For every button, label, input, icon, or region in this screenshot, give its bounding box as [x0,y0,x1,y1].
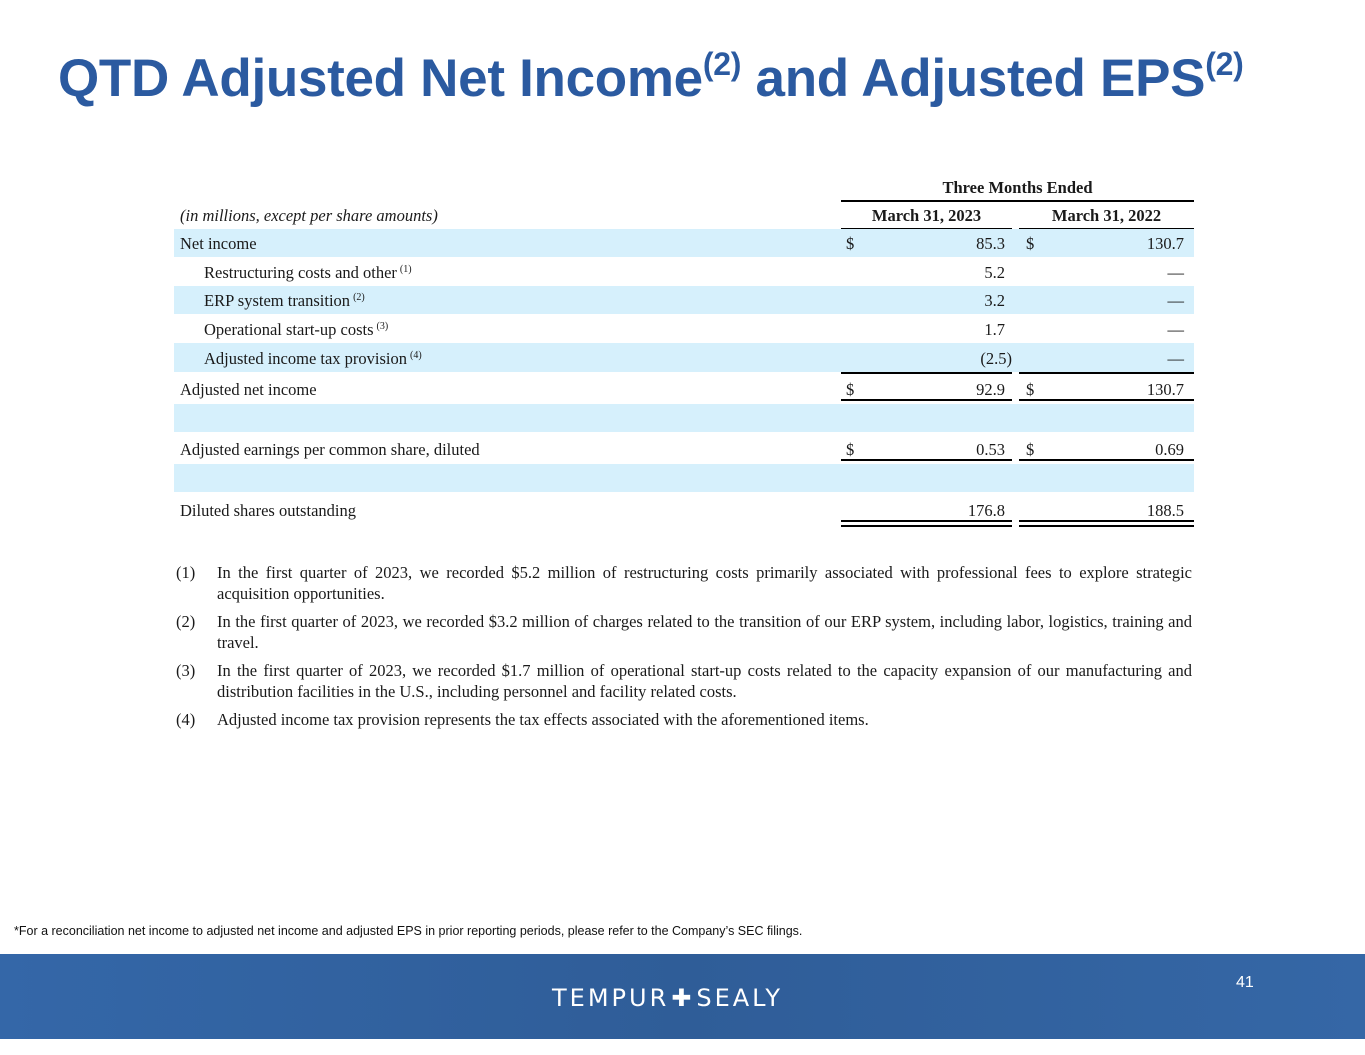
footnote-number: (3) [176,661,196,680]
currency-symbol: $ [846,234,855,253]
value-2023: 92.9 [976,380,1005,399]
row-label-text: Operational start-up costs [204,320,374,339]
currency-symbol: $ [1026,440,1035,459]
subtotal-rule [841,372,1012,374]
table-row [174,229,1194,257]
row-note-ref: (4) [410,350,422,361]
table-row [174,286,1194,314]
footnote-text: In the first quarter of 2023, we recorded $3.2 million of charges related to the transition of our ERP system, including labor, logistics, training and travel. [217,612,1192,652]
currency-symbol: $ [1026,380,1035,399]
plus-icon: ✚ [671,984,695,1012]
row-label: Diluted shares outstanding [180,501,356,520]
slide-title [58,48,1243,109]
column-header-2022: March 31, 2022 [1019,206,1194,230]
value-2022: 188.5 [1146,501,1184,520]
value-2023: 176.8 [967,501,1005,520]
value-2022: 130.7 [1146,380,1184,399]
title-part-2: and Adjusted EPS [741,49,1206,108]
logo-text-right: SEALY [696,984,784,1012]
title-superscript-1: (2) [702,46,742,82]
row-label-text: Adjusted income tax provision [204,349,408,368]
value-2022: — [1167,349,1184,368]
table-row [174,315,1194,343]
value-2023: (2.5) [980,349,1012,368]
footnote-number: (4) [176,710,196,729]
value-2022: — [1167,291,1184,310]
units-label: (in millions, except per share amounts) [180,206,438,225]
title-superscript-2: (2) [1205,46,1244,82]
footnote-text: Adjusted income tax provision represents the tax effects associated with the aforementioned items. [217,710,869,729]
value-2023: 0.53 [976,440,1005,459]
row-label [204,320,388,340]
row-label [204,291,365,311]
value-2023: 85.3 [976,234,1005,253]
reconciliation-footnote: *For a reconciliation net income to adjusted net income and adjusted EPS in prior reporting periods, please refer to the Company’s SEC filings. [14,924,803,938]
footer-bar [0,954,1365,1039]
footnote-text: In the first quarter of 2023, we recorded $1.7 million of operational start-up costs related to the capacity expansion of our manufacturing and distribution facilities in the U.S., including personnel and facility related costs. [217,661,1192,701]
row-label: Adjusted earnings per common share, diluted [180,440,480,459]
value-2022: — [1167,263,1184,282]
column-group-header: Three Months Ended [841,178,1194,202]
value-2023: 3.2 [984,291,1005,310]
footnote-text: In the first quarter of 2023, we recorded $5.2 million of restructuring costs primarily associated with professional fees to explore strategic acquisition opportunities. [217,563,1192,603]
row-note-ref: (1) [399,264,412,275]
footnote-number: (2) [176,612,196,631]
value-2022: — [1167,320,1184,339]
spacer-row [174,464,1194,492]
title-part-1: QTD Adjusted Net Income [58,49,703,108]
page-number: 41 [1236,974,1254,991]
value-2023: 1.7 [984,320,1005,339]
total-double-rule [1019,520,1194,527]
row-label-text: Restructuring costs and other [204,263,397,282]
row-label [204,263,412,283]
table-row [174,258,1194,286]
footnote-number: (1) [176,563,196,582]
value-2023: 5.2 [984,263,1005,282]
currency-symbol: $ [846,380,855,399]
logo-text-left: TEMPUR [552,984,670,1012]
value-2022: 0.69 [1155,440,1184,459]
total-double-rule [841,520,1012,527]
row-label [204,349,422,369]
spacer-row [174,404,1194,432]
table-row [174,343,1194,372]
company-logo [552,984,783,1012]
row-label-text: ERP system transition [204,291,351,310]
value-2022: 130.7 [1146,234,1184,253]
column-header-2023: March 31, 2023 [841,206,1012,230]
row-label: Net income [180,234,257,253]
row-note-ref: (3) [376,321,389,332]
row-note-ref: (2) [353,292,365,303]
currency-symbol: $ [846,440,855,459]
currency-symbol: $ [1026,234,1035,253]
subtotal-rule [1019,372,1194,374]
row-label: Adjusted net income [180,380,317,399]
